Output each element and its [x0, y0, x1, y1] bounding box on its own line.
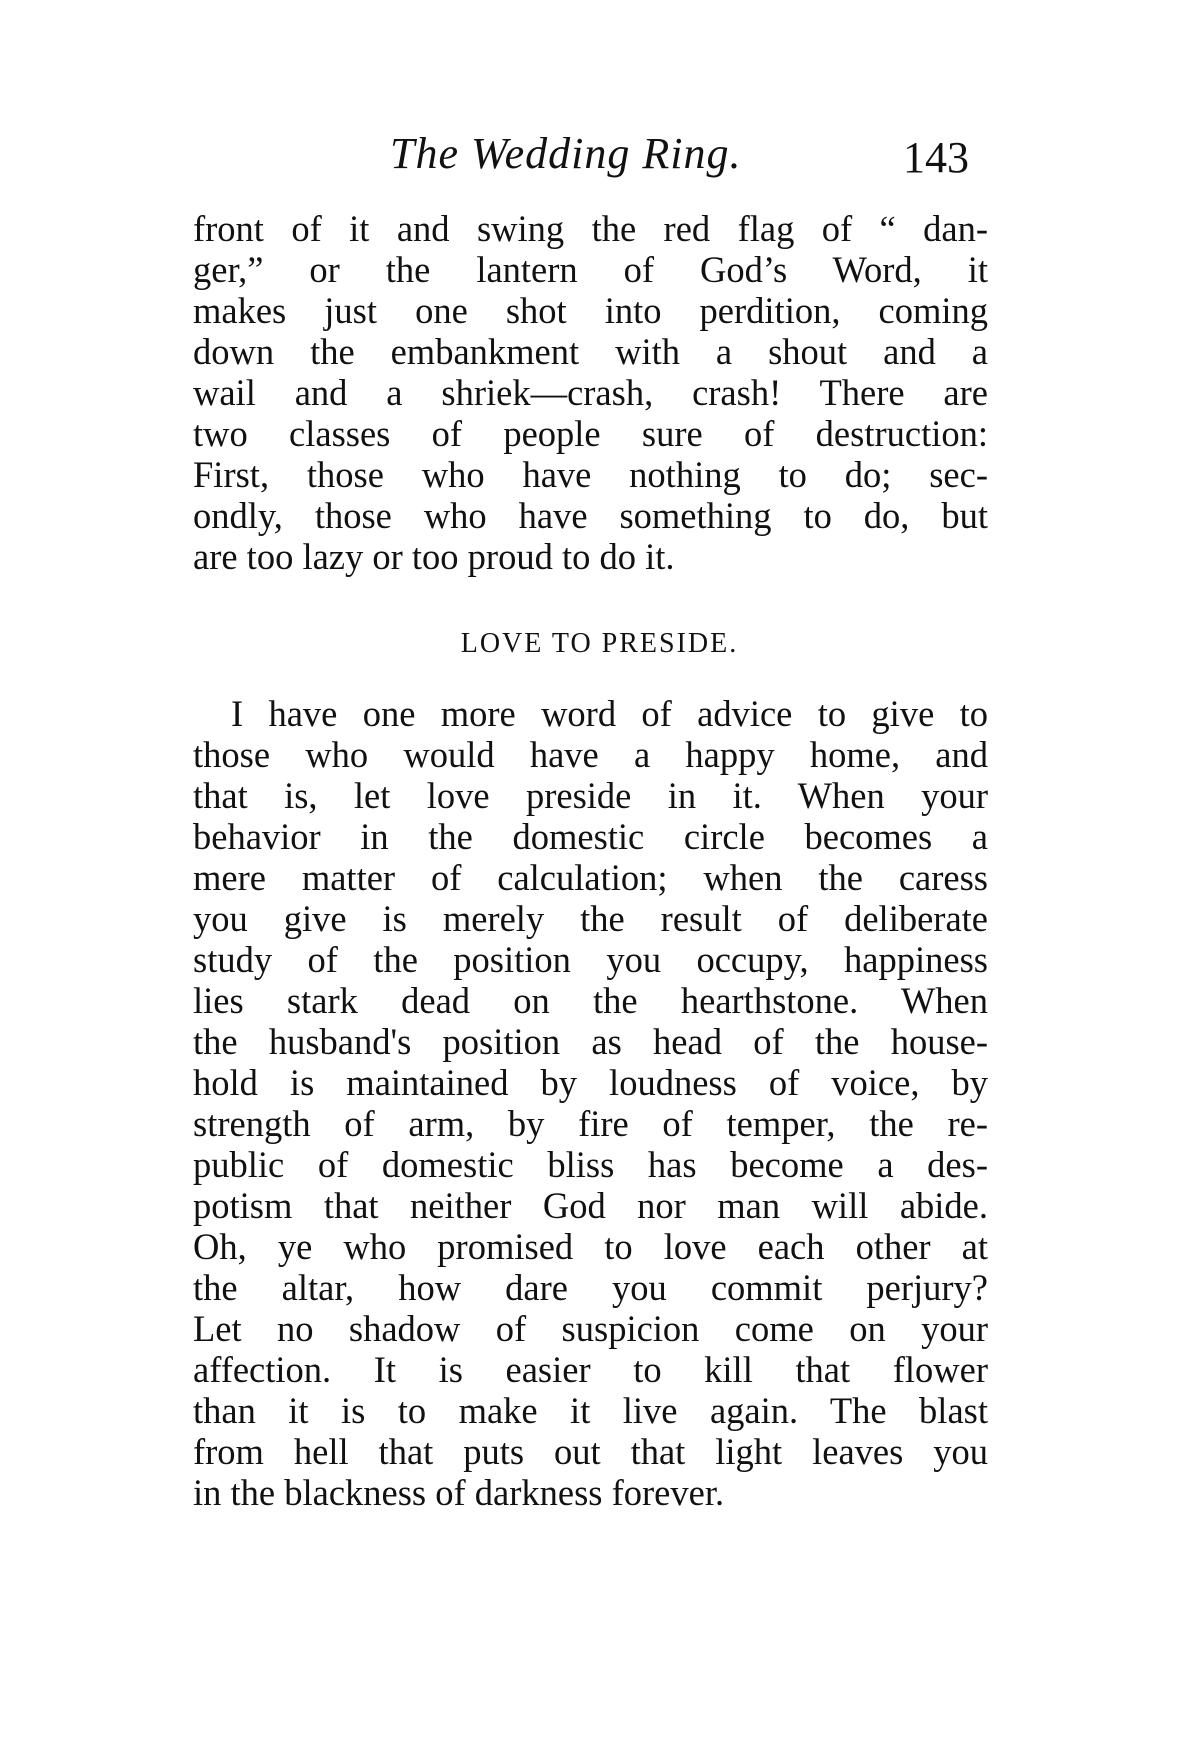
text-line: than it is to make it live again. The blast — [193, 1390, 988, 1431]
text-line: two classes of people sure of destruction: — [193, 413, 988, 454]
text-line: Oh, ye who promised to love each other at — [193, 1226, 988, 1267]
text-line: I have one more word of advice to give to — [231, 693, 988, 734]
text-line: behavior in the domestic circle becomes a — [193, 816, 988, 857]
text-line: makes just one shot into perdition, coming — [193, 290, 988, 331]
text-line: that is, let love preside in it. When your — [193, 775, 988, 816]
text-line: front of it and swing the red flag of “ dan- — [193, 208, 988, 249]
running-head — [0, 128, 1199, 188]
text-line: affection. It is easier to kill that flower — [193, 1349, 988, 1390]
text-line: those who would have a happy home, and — [193, 734, 988, 775]
text-line: the husband's position as head of the house- — [193, 1021, 988, 1062]
text-line: lies stark dead on the hearthstone. When — [193, 980, 988, 1021]
text-line: ger,” or the lantern of God’s Word, it — [193, 249, 988, 290]
text-line: in the blackness of darkness forever. — [193, 1472, 725, 1513]
text-line: Let no shadow of suspicion come on your — [193, 1308, 988, 1349]
text-line: First, those who have nothing to do; sec- — [193, 454, 988, 495]
text-line: you give is merely the result of deliberate — [193, 898, 988, 939]
text-line: the altar, how dare you commit perjury? — [193, 1267, 988, 1308]
text-line: study of the position you occupy, happiness — [193, 939, 988, 980]
text-line: down the embankment with a shout and a — [193, 331, 988, 372]
text-line: wail and a shriek—crash, crash! There are — [193, 372, 988, 413]
section-heading: LOVE TO PRESIDE. — [460, 628, 739, 659]
text-line: public of domestic bliss has become a des- — [193, 1144, 988, 1185]
text-line: ondly, those who have something to do, but — [193, 495, 988, 536]
top-paragraph — [193, 208, 988, 577]
text-line: hold is maintained by loudness of voice, by — [193, 1062, 988, 1103]
text-line: are too lazy or too proud to do it. — [193, 536, 675, 577]
text-line: strength of arm, by fire of temper, the re- — [193, 1103, 988, 1144]
text-line: mere matter of calculation; when the caress — [193, 857, 988, 898]
running-head-title: The Wedding Ring. — [390, 129, 742, 178]
text-line: potism that neither God nor man will abide. — [193, 1185, 988, 1226]
page-number: 143 — [903, 133, 969, 182]
text-line: from hell that puts out that light leaves you — [193, 1431, 988, 1472]
section-paragraph — [193, 693, 988, 1513]
